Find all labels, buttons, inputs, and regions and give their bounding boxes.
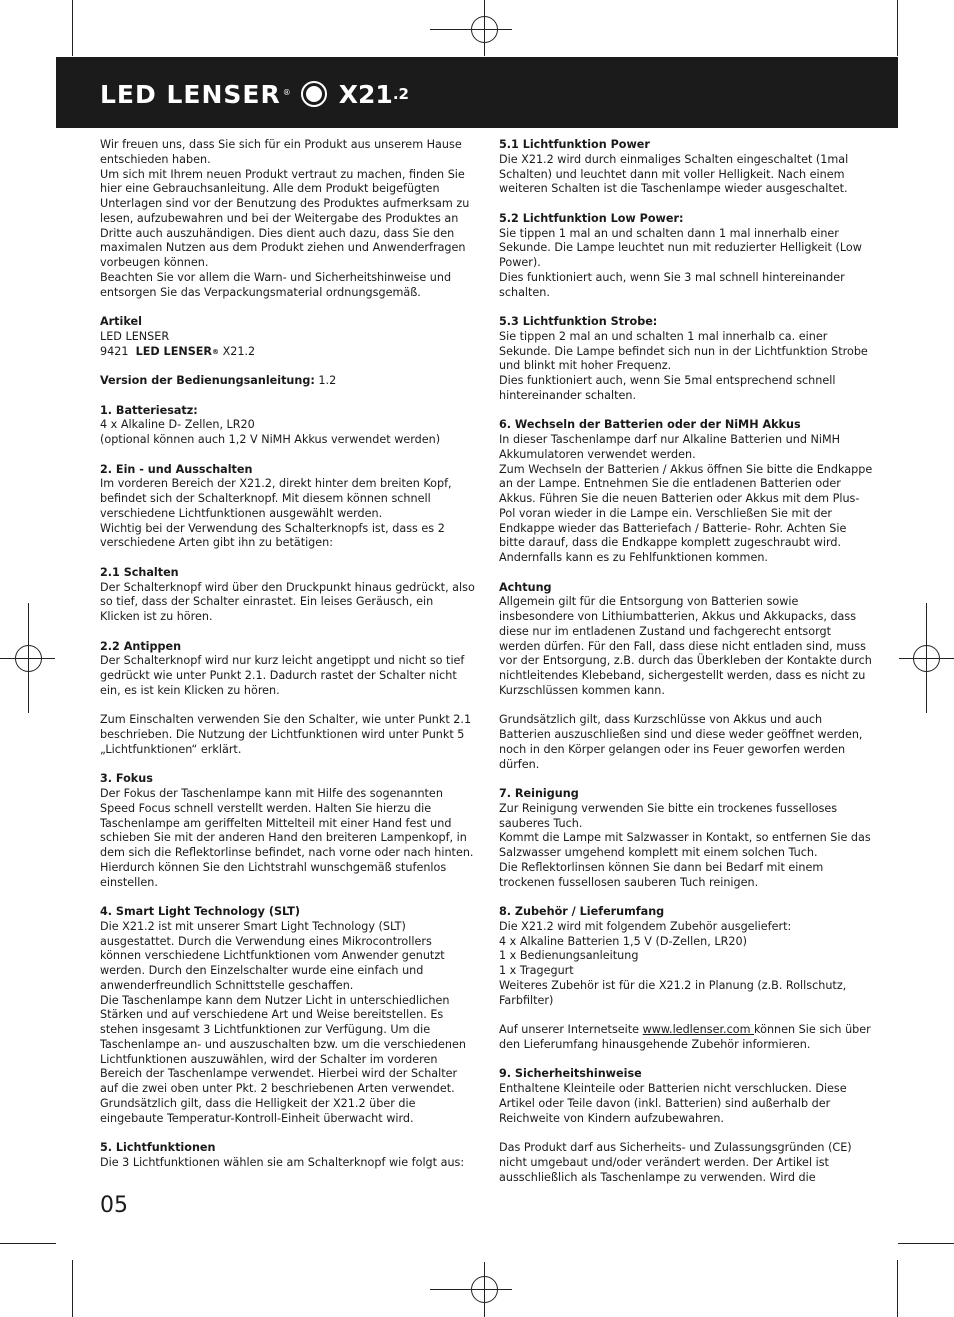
crop-mark <box>897 1260 898 1317</box>
right-column <box>499 138 874 1200</box>
section-3 <box>100 772 475 890</box>
section-text: Wichtig bei der Verwendung des Schalterknopfs ist, dass es 2 verschiedene Arten gibt ihn zu betätigen: <box>100 521 445 550</box>
registration-mark-circle <box>471 16 498 43</box>
section-5-3 <box>499 315 874 404</box>
section-text: Die X21.2 wird durch einmaliges Schalten eingeschaltet (1mal Schalten) und leuchtet dann mit voller Helligkeit. Nach einem weiteren Schalten ist die Taschenlampe wieder ausgeschaltet. <box>499 152 849 196</box>
website-link[interactable]: www.ledlenser.com <box>642 1023 755 1036</box>
section-heading: 5.2 Lichtfunktion Low Power: <box>499 211 684 225</box>
section-9-note <box>499 1141 874 1185</box>
section-text: Die X21.2 ist mit unserer Smart Light Technology (SLT) ausgestattet. Durch die Verwendung eines Mikrocontrollers können verschiedene Lichtfunktionen vom Anwender genutzt werden. Durch den Einzelschalter wurde eine einfach und anwenderfreundlich Schnittstelle geschaffen. <box>100 919 445 992</box>
intro-paragraph: Wir freuen uns, dass Sie sich für ein Produkt aus unserem Hause entschieden haben. <box>100 138 462 166</box>
section-text: Grundsätzlich gilt, dass die Helligkeit der X21.2 über die eingebaute Temperatur-Kontroll-Einheit überwacht wird. <box>100 1096 416 1125</box>
section-heading: Achtung <box>499 580 552 594</box>
section-text: Dies funktioniert auch, wenn Sie 5mal entsprechend schnell hintereinander schalten. <box>499 374 836 402</box>
section-5 <box>100 1141 475 1171</box>
section-text: Grundsätzlich gilt, dass Kurzschlüsse von Akkus und auch Batterien auszuschließen sind und diese weder geöffnet werden, noch in den Körper gelangen oder ins Feuer geworfen werden dürfen. <box>499 713 863 771</box>
intro-paragraph: Um sich mit Ihrem neuen Produkt vertraut zu machen, finden Sie hier eine Gebrauchsanleitung. Alle dem Produkt beigefügten Unterlagen sind vor der Benutzung des Produktes aufmerksam zu lesen, aufzubewahren und bei der Weitergabe des Produktes an Dritte auch auszuhändigen. Dies dient auch dazu, dass Sie den maximalen Nutzen aus dem Produkt ziehen und Anwenderfragen vorbeugen können. <box>100 167 470 269</box>
section-text: können Sie sich über den Lieferumfang hinausgehende Zubehör informieren. <box>499 1023 871 1051</box>
section-heading: 2. Ein - und Ausschalten <box>100 462 253 476</box>
section-text: Auf unserer Internetseite <box>499 1023 643 1036</box>
section-text: 4 x Alkaline D- Zellen, LR20 <box>100 418 255 432</box>
section-heading: 7. Reinigung <box>499 787 579 800</box>
section-heading: 1. Batteriesatz: <box>100 403 198 417</box>
artikel-number: 9421 <box>100 344 129 358</box>
section-heading: 6. Wechseln der Batterien oder der NiMH Akkus <box>499 418 801 432</box>
section-text: Zum Wechseln der Batterien / Akkus öffnen Sie bitte die Endkappe an der Lampe. Entnehmen Sie die entladenen Batterien oder Akkus. Führen Sie die neuen Batterien oder Akkus mit dem Plus- Pol voran wieder in die Lampe ein. Verschließen Sie mit der Endkappe wieder das Batteriefach / Batterie- Rohr. Achten Sie bitte darauf, dass die Endkappe komplett zugeschraubt wird. Andernfalls kann es zu Fehlfunktionen kommen. <box>499 462 873 564</box>
registration-mark-circle <box>15 645 42 672</box>
section-heading: 2.2 Antippen <box>100 639 182 653</box>
section-8-web <box>499 1023 874 1053</box>
artikel-brand-bold: LED LENSER <box>135 344 213 358</box>
brand-name: LED LENSER <box>100 79 281 109</box>
artikel-brand: LED LENSER <box>100 329 170 343</box>
section-text: Sie tippen 1 mal an und schalten dann 1 mal innerhalb einer Sekunde. Die Lampe leuchtet nun mit reduzierter Helligkeit (Low Power). <box>499 226 862 269</box>
section-text: Die X21.2 wird mit folgendem Zubehör ausgeliefert: <box>499 919 792 933</box>
section-2 <box>100 463 475 552</box>
section-text: Dies funktioniert auch, wenn Sie 3 mal schnell hintereinander schalten. <box>499 270 845 299</box>
artikel-section <box>100 315 475 359</box>
registration-mark-circle <box>471 1276 498 1303</box>
section-text: Das Produkt darf aus Sicherheits- und Zulassungsgründen (CE) nicht umgebaut und/oder verändert werden. Der Artikel ist ausschließlich als Taschenlampe zu verwenden. Wird die <box>499 1141 852 1184</box>
section-text: Der Fokus der Taschenlampe kann mit Hilfe des sogenannten Speed Focus schnell verstellt werden. Halten Sie hierzu die Taschenlampe am geriffelten Mittelteil mit einer Hand fest und schieben Sie mit der anderen Hand den breiteren Lampenkopf, in dem sich die Reflektorlinse befindet, nach vorne oder nach hinten. Hierdurch können Sie den Lichtstrahl wunschgemäß stufenlos einstellen. <box>100 787 474 889</box>
lamp-icon <box>301 81 327 107</box>
section-text: Weiteres Zubehör ist für die X21.2 in Planung (z.B. Rollschutz, Farbfilter) <box>499 978 847 1007</box>
brand-logo <box>100 77 409 111</box>
section-text: 1 x Bedienungsanleitung <box>499 949 639 963</box>
model-name: X21 <box>338 79 393 109</box>
intro <box>100 138 475 300</box>
artikel-model: X21.2 <box>222 344 256 358</box>
achtung-note <box>499 713 874 772</box>
version-value: 1.2 <box>318 374 337 387</box>
registered-mark: ® <box>282 87 291 97</box>
section-2-1 <box>100 566 475 625</box>
intro-paragraph: Beachten Sie vor allem die Warn- und Sicherheitshinweise und entsorgen Sie das Verpackungsmaterial ordnungsgemäß. <box>100 270 452 299</box>
section-text: 4 x Alkaline Batterien 1,5 V (D-Zellen, LR20) <box>499 934 747 948</box>
section-text: Sie tippen 2 mal an und schalten 1 mal innerhalb ca. einer Sekunde. Die Lampe befindet sich nun in der Lichtfunktion Strobe und blinkt mit hoher Frequenz. <box>499 329 868 373</box>
registration-mark-circle <box>913 645 940 672</box>
achtung-section <box>499 581 874 699</box>
section-8 <box>499 905 874 1008</box>
section-heading: 9. Sicherheitshinweise <box>499 1067 642 1081</box>
section-text: 1 x Tragegurt <box>499 964 574 977</box>
left-column <box>100 138 475 1185</box>
section-text: In dieser Taschenlampe darf nur Alkaline Batterien und NiMH Akkumulatoren verwendet werden. <box>499 433 841 461</box>
section-text: Enthaltene Kleinteile oder Batterien nicht verschlucken. Diese Artikel oder Teile davon (inkl. Batterien) sind außerhalb der Reichweite von Kindern aufzubewahren. <box>499 1082 847 1125</box>
section-text: Die 3 Lichtfunktionen wählen sie am Schalterknopf wie folgt aus: <box>100 1155 465 1169</box>
section-text: Kommt die Lampe mit Salzwasser in Kontakt, so entfernen Sie das Salzwasser umgehend komplett mit einem solchen Tuch. <box>499 831 871 859</box>
section-heading: 5.3 Lichtfunktion Strobe: <box>499 315 658 328</box>
section-text: Der Schalterknopf wird nur kurz leicht angetippt und nicht so tief gedrückt wie unter Punkt 2.1. Dadurch rastet der Schalter nicht ein, es ist kein Klicken zu hören. <box>100 654 465 697</box>
section-text: Zur Reinigung verwenden Sie bitte ein trockenes fusselloses sauberes Tuch. <box>499 801 838 830</box>
section-heading: Artikel <box>100 315 142 328</box>
section-heading: 4. Smart Light Technology (SLT) <box>100 905 301 918</box>
section-text: Zum Einschalten verwenden Sie den Schalter, wie unter Punkt 2.1 beschrieben. Die Nutzung der Lichtfunktionen wird unter Punkt 5 „Lichtfunktionen“ erklärt. <box>100 713 472 756</box>
section-4 <box>100 905 475 1126</box>
header-bar <box>56 57 898 128</box>
section-5-1 <box>499 138 874 197</box>
section-heading: 5. Lichtfunktionen <box>100 1141 216 1154</box>
artikel-registered: ® <box>212 347 220 356</box>
section-heading: 8. Zubehör / Lieferumfang <box>499 905 665 918</box>
section-text: Die Reflektorlinsen können Sie dann bei Bedarf mit einem trockenen fussellosen sauberen Tuch reinigen. <box>499 860 824 889</box>
section-2-2 <box>100 640 475 699</box>
model-suffix: .2 <box>392 85 409 103</box>
section-6 <box>499 418 874 566</box>
version-label: Version der Bedienungsanleitung: <box>100 374 315 387</box>
section-1 <box>100 404 475 448</box>
section-text: (optional können auch 1,2 V NiMH Akkus verwendet werden) <box>100 433 441 446</box>
section-text: Im vorderen Bereich der X21.2, direkt hinter dem breiten Kopf, befindet sich der Schalterknopf. Mit diesem können schnell verschiedene Lichtfunktionen ausgewählt werden. <box>100 477 452 520</box>
artikel-line <box>100 345 475 360</box>
section-5-2 <box>499 212 874 301</box>
section-heading: 3. Fokus <box>100 772 153 786</box>
page-number: 05 <box>100 1193 128 1218</box>
version-section <box>100 374 475 389</box>
crop-mark <box>0 1243 56 1244</box>
section-9 <box>499 1067 874 1126</box>
crop-mark <box>72 1260 73 1317</box>
section-text: Der Schalterknopf wird über den Druckpunkt hinaus gedrückt, also so tief, dass der Schalter einrastet. Ein leises Geräusch, ein Klicken ist zu hören. <box>100 580 475 623</box>
section-heading: 2.1 Schalten <box>100 565 179 579</box>
section-text: Die Taschenlampe kann dem Nutzer Licht in unterschiedlichen Stärken und auf verschiedene Art und Weise bereitstellen. Es stehen insgesamt 3 Lichtfunktionen zur Verfügung. Um die Taschenlampe an- und auszuschalten bzw. um die verschiedenen Lichtfunktionen auszuwählen, wird der Schalter im vorderen Bereich der Taschenlampe verwendet. Hierbei wird der Schalter auf die zwei oben unter Pkt. 2 beschriebenen Arten verwendet. <box>100 993 466 1095</box>
section-heading: 5.1 Lichtfunktion Power <box>499 138 650 151</box>
crop-mark <box>897 0 898 56</box>
section-7 <box>499 787 874 890</box>
section-text: Allgemein gilt für die Entsorgung von Batterien sowie insbesondere von Lithiumbatterien, Akkus und Akkupacks, dass diese nur im entladenen Zustand und fachgerecht entsorgt werden dürfen. Für den Fall, dass diese nicht entladen sind, muss vor der Entsorgung, z.B. durch das Überkleben der Kontakte durch nichtleitendes Klebeband, sichergestellt werden, dass es nicht zu Kurzschlüssen kommen kann. <box>499 595 872 697</box>
crop-mark <box>72 0 73 56</box>
section-2-2-note <box>100 713 475 757</box>
crop-mark <box>898 1243 954 1244</box>
